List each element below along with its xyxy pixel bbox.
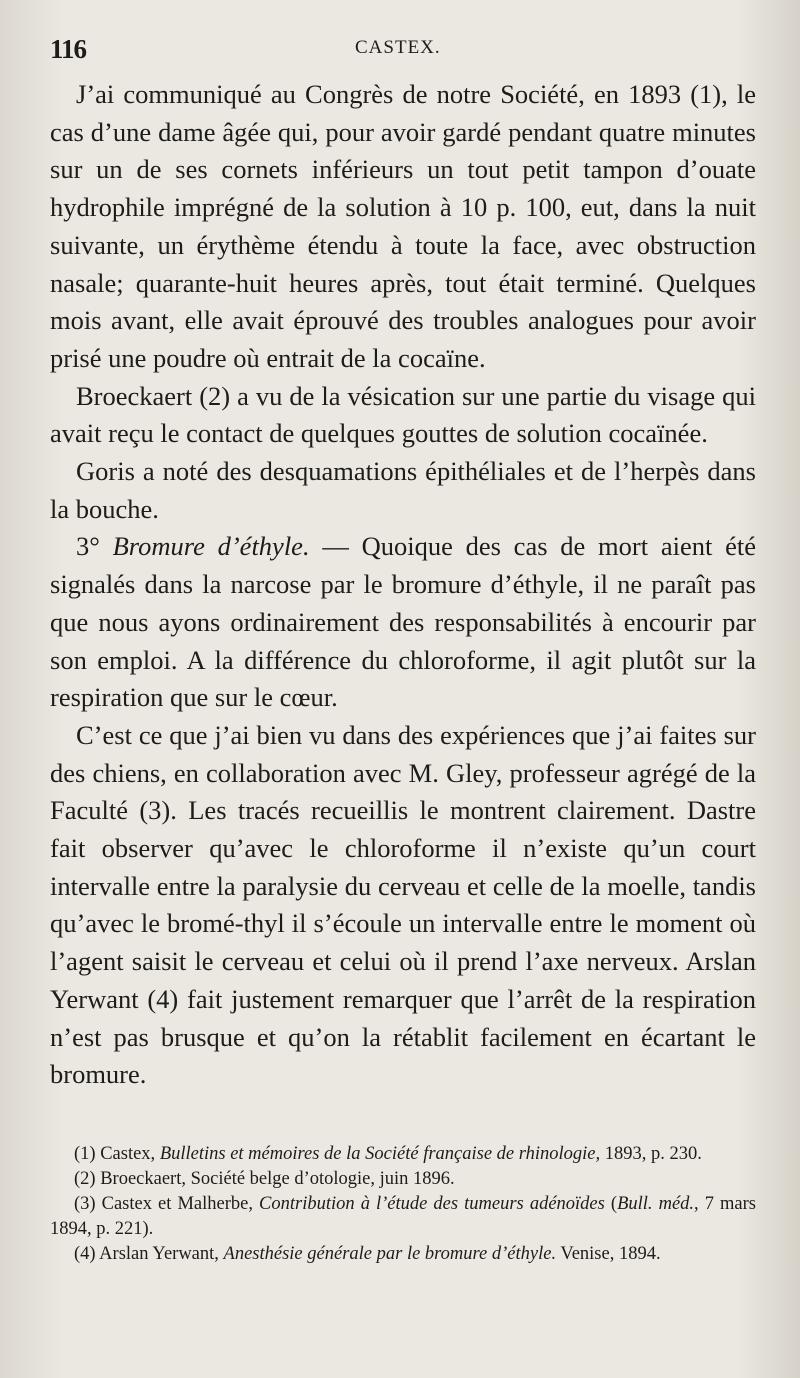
paragraph-2: Broeckaert (2) a vu de la vésication sur une partie du visage qui avait reçu le contact de quelques gouttes de solution cocaïnée. [50, 380, 756, 449]
section-title: Bromure d’éthyle. [112, 531, 310, 562]
paragraph-1: J’ai communiqué au Congrès de notre Société, en 1893 (1), le cas d’une dame âgée qui, pour avoir gardé pendant quatre minutes sur un de ses cornets inférieurs un tout petit tampon d’ouate hydrophile imprégné de la solution à 10 p. 100, eut, dans la nuit suivante, un érythème étendu à toute la face, avec obstruction nasale; quarante-huit heures après, tout était terminé. Quelques mois avant, elle avait éprouvé des troubles analogues pour avoir prisé une poudre où entrait de la cocaïne. [50, 79, 756, 373]
paragraph-3: Goris a noté des desquamations épithéliales et de l’herpès dans la bouche. [50, 456, 756, 524]
footnote-3-journal: Bull. méd. [617, 1193, 695, 1214]
footnote-1-title: Bulletins et mémoires de la Société française de rhinologie, [159, 1143, 601, 1164]
footnote-3-ref: , 7 mars 1894, p. 221). [50, 1193, 756, 1239]
section-number: 3° [76, 531, 113, 562]
footnote-3-title: Contribution à l’étude des tumeurs adénoïdes [259, 1193, 605, 1214]
footnote-2: (2) Broeckaert, Société belge d’otologie, juin 1896. [74, 1168, 455, 1189]
running-head [50, 30, 756, 76]
paragraph-4-text: — Quoique des cas de mort aient été signalés dans la narcose par le bromure d’éthyle, il ne paraît pas que nous ayons ordinairement des responsabilités à encourir par son emploi. A la différence du chloroforme, il agit plutôt sur la respiration que sur le cœur. [50, 531, 756, 713]
footnote-4-title: Anesthésie générale par le bromure d’éthyle. [223, 1243, 557, 1264]
paragraph-4 [50, 528, 756, 717]
footnote-4-author: (4) Arslan Yerwant, [74, 1243, 224, 1264]
running-title: CASTEX. [355, 37, 441, 58]
page-number: 116 [50, 34, 87, 64]
footnote-4 [50, 1242, 756, 1267]
footnote-1-author: (1) Castex, [74, 1143, 160, 1164]
footnotes [50, 1142, 756, 1267]
footnote-3-paren: ( [604, 1193, 618, 1214]
footnote-1 [50, 1142, 756, 1167]
body-text [50, 76, 756, 1094]
paragraph-5: C’est ce que j’ai bien vu dans des expériences que j’ai faites sur des chiens, en collaboration avec M. Gley, professeur agrégé de la Faculté (3). Les tracés recueillis le montrent clairement. Dastre fait observer qu’avec le chloroforme il n’existe qu’un court intervalle entre la paralysie du cerveau et celle de la moelle, tandis qu’avec le bromé-thyl il s’écoule un intervalle entre le moment où l’agent saisit le cerveau et celui où il prend l’axe nerveux. Arslan Yerwant (4) fait justement remarquer que l’arrêt de la respiration n’est pas brusque et qu’on la rétablit facilement en écartant le bromure. [50, 719, 756, 1090]
footnote-1-ref: 1893, p. 230. [600, 1143, 702, 1164]
footnote-3 [50, 1192, 756, 1242]
footnote-3-author: (3) Castex et Malherbe, [74, 1193, 260, 1214]
footnote-4-ref: Venise, 1894. [556, 1243, 661, 1264]
